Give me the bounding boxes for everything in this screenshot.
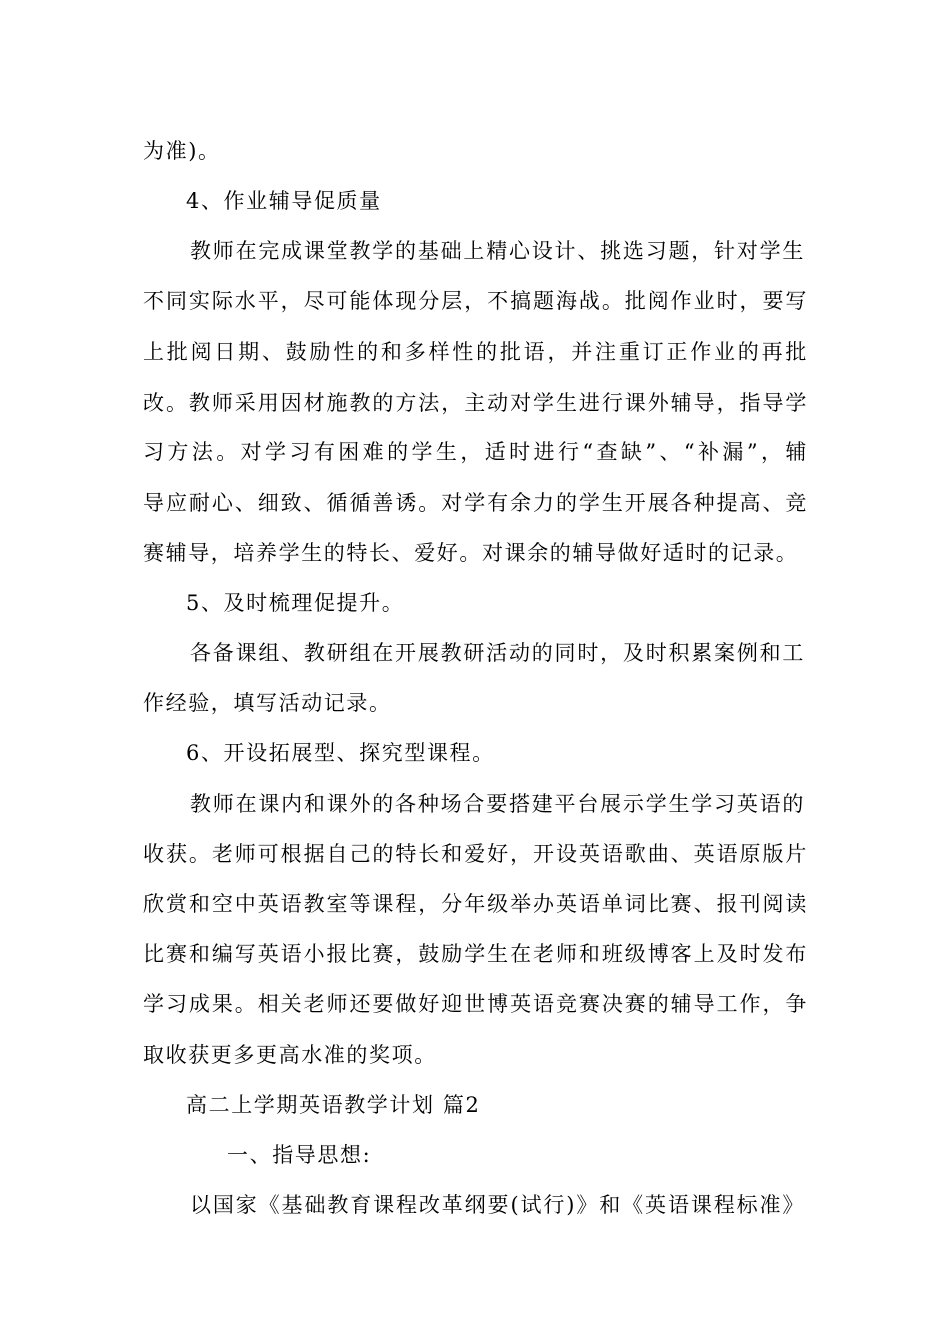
section-heading-5: 5、及时梳理促提升。 [186, 591, 405, 615]
paragraph-line: 上批阅日期、鼓励性的和多样性的批语，并注重订正作业的再批 [143, 340, 808, 364]
paragraph-line: 作经验，填写活动记录。 [143, 691, 392, 715]
section-heading-4: 4、作业辅导促质量 [186, 189, 382, 213]
paragraph-line: 欣赏和空中英语教室等课程，分年级举办英语单词比赛、报刊阅读 [143, 892, 808, 916]
paragraph-line: 导应耐心、细致、循循善诱。对学有余力的学生开展各种提高、竞 [143, 491, 808, 515]
section-heading-guiding-thought: 一、指导思想: [227, 1143, 372, 1167]
text-line-continuation: 为准)。 [143, 139, 221, 163]
paragraph-line: 教师在课内和课外的各种场合要搭建平台展示学生学习英语的 [190, 792, 805, 816]
paragraph-line: 习方法。对学习有困难的学生，适时进行“查缺”、“补漏”，辅 [143, 440, 808, 464]
paragraph-line: 各备课组、教研组在开展教研活动的同时，及时积累案例和工 [190, 641, 805, 665]
paragraph-line: 教师在完成课堂教学的基础上精心设计、挑选习题，针对学生 [190, 239, 805, 263]
paragraph-line: 不同实际水平，尽可能体现分层，不搞题海战。批阅作业时，要写 [143, 289, 808, 313]
paragraph-line: 以国家《基础教育课程改革纲要(试行)》和《英语课程标准》 [190, 1193, 805, 1217]
paragraph-line: 比赛和编写英语小报比赛，鼓励学生在老师和班级博客上及时发布 [143, 942, 808, 966]
paragraph-line: 赛辅导，培养学生的特长、爱好。对课余的辅导做好适时的记录。 [143, 541, 799, 565]
article-title: 高二上学期英语教学计划 篇2 [186, 1093, 481, 1117]
paragraph-line: 改。教师采用因材施教的方法，主动对学生进行课外辅导，指导学 [143, 391, 808, 415]
paragraph-line: 收获。老师可根据自己的特长和爱好，开设英语歌曲、英语原版片 [143, 842, 808, 866]
section-heading-6: 6、开设拓展型、探究型课程。 [186, 741, 495, 765]
paragraph-line: 学习成果。相关老师还要做好迎世博英语竞赛决赛的辅导工作，争 [143, 992, 808, 1016]
paragraph-line: 取收获更多更高水准的奖项。 [143, 1043, 437, 1067]
